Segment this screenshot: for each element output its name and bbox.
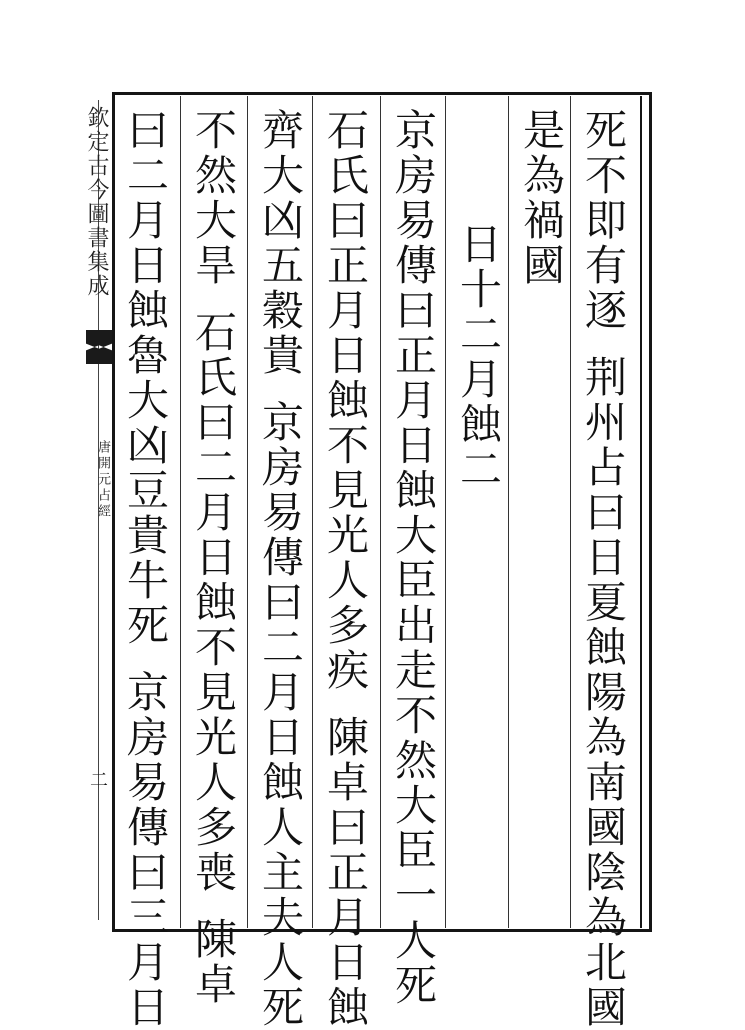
collection-title: 欽定古今圖書集成 <box>84 106 109 298</box>
column-rule <box>570 96 571 928</box>
column-rule <box>380 96 381 928</box>
page-number: 二 <box>87 770 108 788</box>
text-segment: 陳卓 <box>189 917 238 1007</box>
text-column <box>121 108 170 1030</box>
text-segment: 死不即有逐 <box>579 108 628 333</box>
text-segment: 齊大凶五穀貴 <box>256 108 305 378</box>
text-segment: 京房易傳曰正月日蝕大臣出走不然大臣一人死 <box>389 108 438 1008</box>
text-column <box>389 108 438 1008</box>
text-segment: 日十二月蝕二 <box>454 222 503 492</box>
column-rule <box>180 96 181 928</box>
text-column <box>256 108 305 1030</box>
text-segment: 石氏曰正月日蝕不見光人多疾 <box>321 108 370 693</box>
text-segment: 石氏曰二月日蝕不見光人多喪 <box>189 310 238 895</box>
fish-tail-mark-icon <box>86 330 112 364</box>
text-column <box>454 222 503 492</box>
text-column <box>189 108 238 1007</box>
text-column <box>517 108 566 288</box>
text-segment: 京房易傳曰三月日 <box>121 670 170 1030</box>
frame-inner-rule <box>640 96 642 928</box>
text-segment: 是為禍國 <box>517 108 566 288</box>
column-rule <box>247 96 248 928</box>
text-column <box>321 108 370 1030</box>
text-segment: 荆州占曰日夏蝕陽為南國陰為北國 <box>579 355 628 1030</box>
text-segment: 不然大旱 <box>189 108 238 288</box>
text-segment: 京房易傳曰二月日蝕人主夫人死 <box>256 400 305 1030</box>
text-segment: 陳卓曰正月日蝕 <box>321 715 370 1030</box>
book-title: 唐開元占經 <box>95 440 110 520</box>
column-rule <box>445 96 446 928</box>
text-segment: 曰二月日蝕魯大凶豆貴牛死 <box>121 108 170 648</box>
text-column <box>579 108 628 1030</box>
column-rule <box>508 96 509 928</box>
column-rule <box>312 96 313 928</box>
